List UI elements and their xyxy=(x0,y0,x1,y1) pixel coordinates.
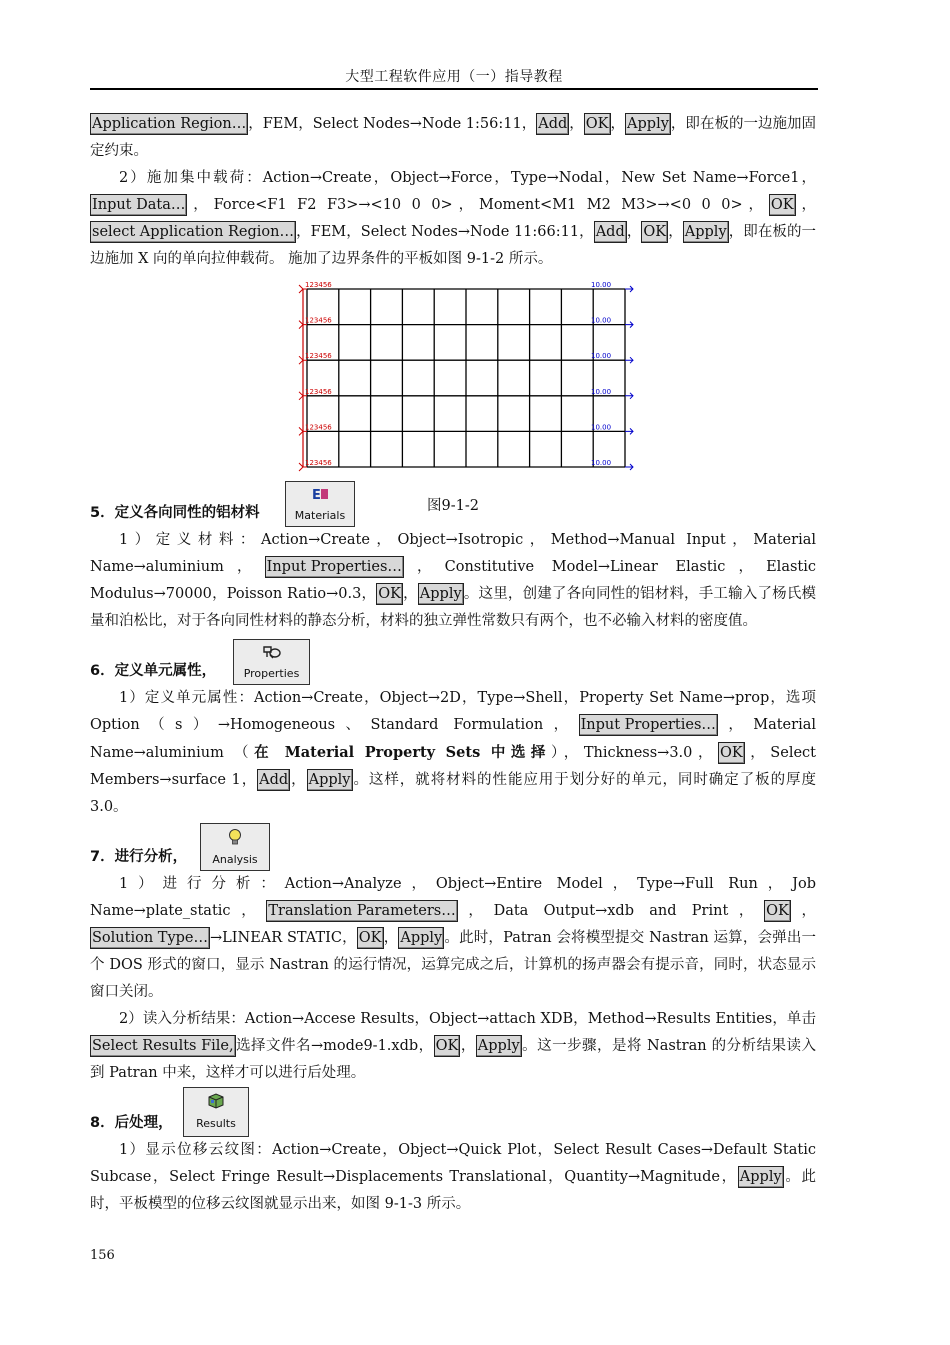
add-button[interactable]: Add xyxy=(594,221,627,243)
add-button[interactable]: Add xyxy=(257,769,290,791)
section-6-heading xyxy=(90,635,816,685)
apply-button[interactable]: Apply xyxy=(398,927,444,949)
analysis-tool-button[interactable]: Analysis xyxy=(200,823,270,871)
constraint-label: 123456 xyxy=(305,423,332,432)
section-5-title: 5．定义各向同性的铝材料 xyxy=(90,505,260,521)
force-label: 10.00 xyxy=(591,352,612,361)
paragraph-fixed-constraint: Application Region… ，FEM，Select Nodes→Node 1:56:11， Add ， OK ， Apply ，即在板的一边施加固定约束。 xyxy=(90,111,816,165)
constraint-label: 123456 xyxy=(305,281,332,289)
section-8-heading xyxy=(90,1087,816,1137)
apply-button[interactable]: Apply xyxy=(683,221,729,243)
select-results-file-button[interactable]: Select Results File, xyxy=(90,1035,236,1057)
header-rule xyxy=(90,88,818,90)
paragraph-postprocess: 1）显示位移云纹图：Action→Create，Object→Quick Plot，Select Result Cases→Default Static Subcase，Select Fringe Result→Displacements Translational，Quantity→Magnitude， Apply 。此时，平板模型的位移云纹图就显示出来，如图 9-1-3 所示。 xyxy=(90,1142,816,1212)
figure-caption: 图9-1-2 xyxy=(427,498,479,514)
paragraph-force-load: 2）施加集中载荷：Action→Create，Object→Force，Type→Nodal，New Set Name→Force1，Input Data… ，Force<F1 F2 F3>→<10 0 0>，Moment<M1 M2 M3>→<0 0 0>， OK ，select Application Region… ，FEM，Select Nodes→Node 11:66:11， Add ， OK ， Apply ，即在板的一边施加 X 向的单向拉伸载荷。 施加了边界条件的平板如图 9-1-2 所示。 xyxy=(90,170,817,267)
section-7-heading xyxy=(90,821,816,871)
force-label: 10.00 xyxy=(591,423,612,432)
results-tool-button[interactable]: Results xyxy=(183,1087,249,1137)
apply-button[interactable]: Apply xyxy=(625,113,671,135)
section-7-title: 7．进行分析， xyxy=(90,849,188,865)
select-application-region-button[interactable]: select Application Region… xyxy=(90,221,296,243)
input-properties-button[interactable]: Input Properties… xyxy=(265,556,404,578)
ok-button[interactable]: OK xyxy=(357,927,384,949)
ok-button[interactable]: OK xyxy=(641,221,668,243)
translation-parameters-button[interactable]: Translation Parameters… xyxy=(266,900,457,922)
apply-button[interactable]: Apply xyxy=(307,769,353,791)
constraint-label: 123456 xyxy=(305,387,332,396)
page-number: 156 xyxy=(90,1248,115,1263)
lightbulb-icon xyxy=(227,828,243,846)
ok-button[interactable]: OK xyxy=(434,1035,461,1057)
document-body xyxy=(90,111,816,1218)
section-8-title: 8．后处理， xyxy=(90,1115,173,1131)
ok-button[interactable]: OK xyxy=(718,742,745,764)
force-label: 10.00 xyxy=(591,459,612,467)
constraint-label: 123456 xyxy=(305,316,332,325)
solution-type-button[interactable]: Solution Type… xyxy=(90,927,210,949)
materials-icon xyxy=(310,486,330,502)
constraint-label: 123456 xyxy=(305,352,332,361)
apply-button[interactable]: Apply xyxy=(476,1035,522,1057)
section-6-title: 6．定义单元属性， xyxy=(90,663,217,679)
paragraph-define-material: 1）定义材料：Action→Create，Object→Isotropic，Method→Manual Input，Material Name→aluminium， Input Properties… ，Constitutive Model→Linear Elastic，Elastic Modulus→70000，Poisson Ratio→0.3， OK ， Apply 。这里，创建了各向同性的铝材料，手工输入了杨氏模量和泊松比，对于各向同性材料的静态分析，材料的独立弹性常数只有两个，也不必输入材料的密度值。 xyxy=(90,532,817,629)
svg-text:E: E xyxy=(312,488,321,502)
ok-button[interactable]: OK xyxy=(764,900,791,922)
results-icon xyxy=(206,1092,226,1110)
properties-icon xyxy=(261,644,283,660)
force-label: 10.00 xyxy=(591,316,612,325)
constraint-label: 123456 xyxy=(305,459,332,467)
section-5-heading xyxy=(90,477,816,527)
materials-tool-button[interactable]: E Materials xyxy=(285,481,355,527)
plate-mesh-diagram xyxy=(267,281,639,477)
paragraph-read-results: 2）读入分析结果：Action→Accese Results，Object→attach XDB，Method→Results Entities，单击Select Results File, 选择文件名→mode9-1.xdb， OK ， Apply 。这一步骤，是将 Nastran 的分析结果读入到 Patran 中来，这样才可以进行后处理。 xyxy=(90,1011,816,1081)
force-label: 10.00 xyxy=(591,387,612,396)
paragraph-run-analysis: 1）进行分析：Action→Analyze，Object→Entire Model，Type→Full Run，Job Name→plate_static， Translation Parameters… ，Data Output→xdb and Print， OK ，Solution Type… →LINEAR STATIC， OK ， Apply 。此时，Patran 会将模型提交 Nastran 运算，会弹出一个 DOS 形式的窗口，显示 Nastran 的运行情况，运算完成之后，计算机的扬声器会有提示音，同时，状态显示窗口关闭。 xyxy=(90,876,816,1000)
force-label: 10.00 xyxy=(591,281,612,289)
input-properties-button[interactable]: Input Properties… xyxy=(579,714,718,736)
ok-button[interactable]: OK xyxy=(584,113,611,135)
ok-button[interactable]: OK xyxy=(769,194,796,216)
running-header: 大型工程软件应用（一）指导教程 xyxy=(345,69,563,85)
ok-button[interactable]: OK xyxy=(376,583,403,605)
apply-button[interactable]: Apply xyxy=(738,1166,784,1188)
paragraph-define-property: 1）定义单元属性：Action→Create，Object→2D，Type→Shell，Property Set Name→prop，选项 Option（s）→Homogeneous、Standard Formulation， Input Properties… ，Material Name→aluminium （在 Material Property Sets 中选择），Thickness→3.0， OK ，Select Members→surface 1， Add ， Apply 。这样，就将材料的性能应用于划分好的单元，同时确定了板的厚度 3.0。 xyxy=(90,690,816,815)
add-button[interactable]: Add xyxy=(536,113,569,135)
properties-tool-button[interactable]: Properties xyxy=(233,639,310,685)
application-region-button[interactable]: Application Region… xyxy=(90,113,248,135)
apply-button[interactable]: Apply xyxy=(418,583,464,605)
input-data-button[interactable]: Input Data… xyxy=(90,194,187,216)
